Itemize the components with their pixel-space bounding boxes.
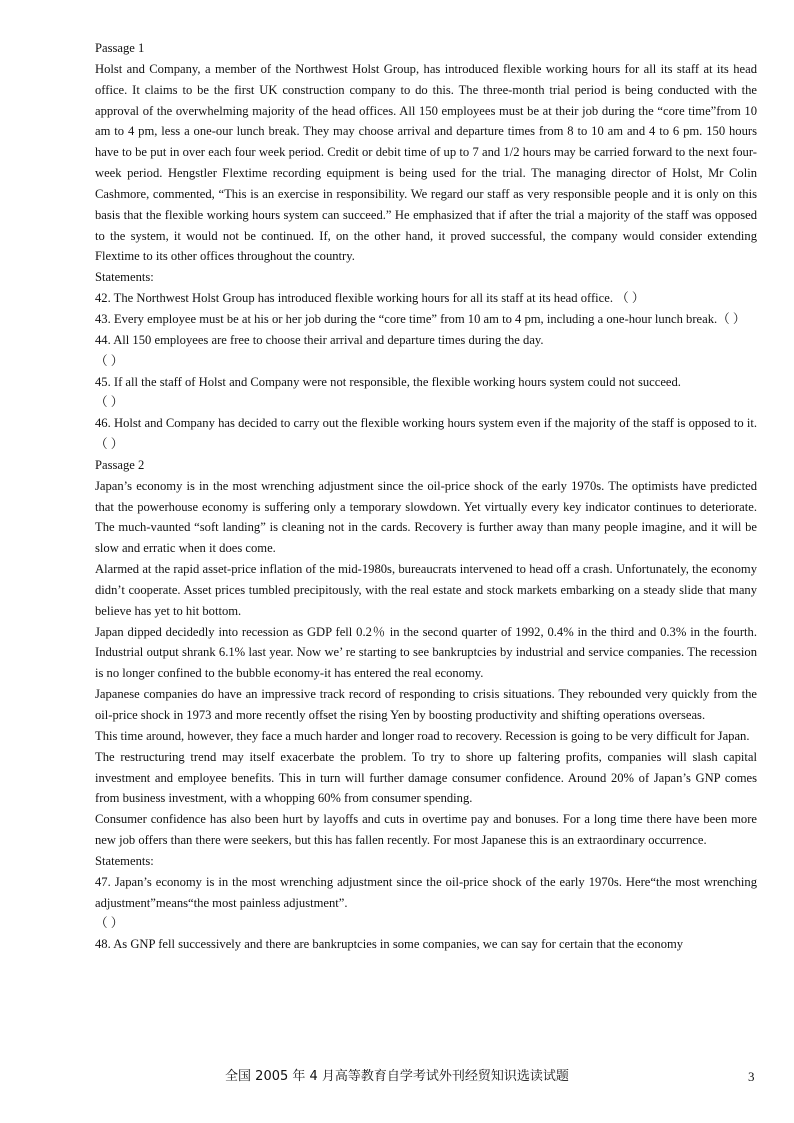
passage-2-paragraph-7: Consumer confidence has also been hurt by layoffs and cuts in overtime pay and bonuses. For a long time there have been more new job offers than there were seekers, but this has fallen recently. For most Japanese this is an extraordinary occurrence. [95, 812, 757, 848]
passage-2-paragraph-5: This time around, however, they face a much harder and longer road to recovery. Recession is going to be very difficult for Japan. [95, 728, 750, 743]
passage-2-paragraph-3: Japan dipped decidedly into recession as GDP fell 0.2％ in the second quarter of 1992, 0.4% in the third and 0.3% in the fourth. Industrial output shrank 6.1% last year. Now we’ re starting to see bankruptcies by industrial and service companies. The recession is no longer confined to the bubble economy-it has entered the real economy. [95, 624, 757, 681]
passage-1-paragraph: Holst and Company, a member of the Northwest Holst Group, has introduced flexible working hours for all its staff at its head office. It claims to be the first UK construction company to do this. The three-month trial period is being conducted with the approval of the overwhelming majority of the head offices. All 150 employees must be at their job during the “core time”from 10 am to 4 pm, less a one-our lunch break. They may choose arrival and departure times from 8 to 10 am and 4 to 6 pm. 150 hours have to be put in over each four week period. Credit or debit time of up to 7 and 1/2 hours may be carried forward to the next four-week period. Hengstler Flextime recording equipment is being used for the trial. The managing director of Holst, Mr Colin Cashmore, commented, “This is an exercise in responsibility. We regard our staff as very responsible people and it is only on this basis that the flexible working hours system can succeed.” He emphasized that if after the trial a majority of the staff was opposed to the system, it would not be continued. If, on the other hand, it proved successful, the company would consider extending Flextime to its other offices throughout the country. [95, 61, 757, 264]
statement-44-answer-blank: （ ） [95, 353, 124, 368]
passage-2-paragraph-6: The restructuring trend may itself exacerbate the problem. To try to shore up faltering profits, companies will slash capital investment and employee benefits. This in turn will further damage consumer confidence. Around 20% of Japan’s GNP comes from business investment, with a whopping 60% from consumer spending. [95, 749, 757, 806]
passage-2-paragraph-4: Japanese companies do have an impressive track record of responding to crisis situations. They rebounded very quickly from the oil-price shock in 1973 and more recently offset the rising Yen by boosting productivity and shifting operations overseas. [95, 687, 757, 722]
footer-exam-title: 全国 2005 年 4 月高等教育自学考试外刊经贸知识选读试题 [225, 1069, 569, 1084]
statement-46: 46. Holst and Company has decided to carry out the flexible working hours system even if the majority of the staff is opposed to it.（ ） [95, 416, 757, 452]
page-number: 3 [748, 1069, 755, 1084]
statement-43: 43. Every employee must be at his or her job during the “core time” from 10 am to 4 pm, including a one-hour lunch break.（ ） [95, 311, 746, 326]
statement-42: 42. The Northwest Holst Group has introduced flexible working hours for all its staff at its head office. （ ） [95, 291, 645, 306]
passage-2-paragraph-1: Japan’s economy is in the most wrenching adjustment since the oil-price shock of the early 1970s. The optimists have predicted that the powerhouse economy is suffering only a temporary slowdown. Yet virtually every key indicator continues to deteriorate. The much-vaunted “soft landing” is cleaning not in the cards. Recovery is further away than many people imagine, and it will be slow and erratic when it does come. [95, 478, 757, 556]
statement-45-answer-blank: （ ） [95, 395, 124, 410]
statement-48: 48. As GNP fell successively and there are bankruptcies in some companies, we can say for certain that the economy [95, 937, 684, 952]
statement-47-answer-blank: （ ） [95, 916, 124, 931]
statement-47: 47. Japan’s economy is in the most wrenching adjustment since the oil-price shock of the early 1970s. Here“the most wrenching adjustment”means“the most painless adjustment”. [95, 874, 757, 910]
passage-2-title: Passage 2 [95, 457, 145, 472]
passage-2-paragraph-2: Alarmed at the rapid asset-price inflation of the mid-1980s, bureaucrats intervened to head off a crash. Unfortunately, the economy didn’t cooperate. Asset prices tumbled precipitously, with the real estate and stock markets embarking on a steady slide that many believe has yet to hit bottom. [95, 562, 757, 618]
passage-1-title: Passage 1 [95, 41, 145, 55]
passage-1-statements-label: Statements: [95, 270, 154, 285]
statement-44: 44. All 150 employees are free to choose their arrival and departure times during the day. [95, 332, 544, 347]
statement-45: 45. If all the staff of Holst and Company were not responsible, the flexible working hours system could not succeed. [95, 374, 681, 389]
passage-2-statements-label: Statements: [95, 853, 154, 868]
exam-page-content [95, 38, 757, 955]
